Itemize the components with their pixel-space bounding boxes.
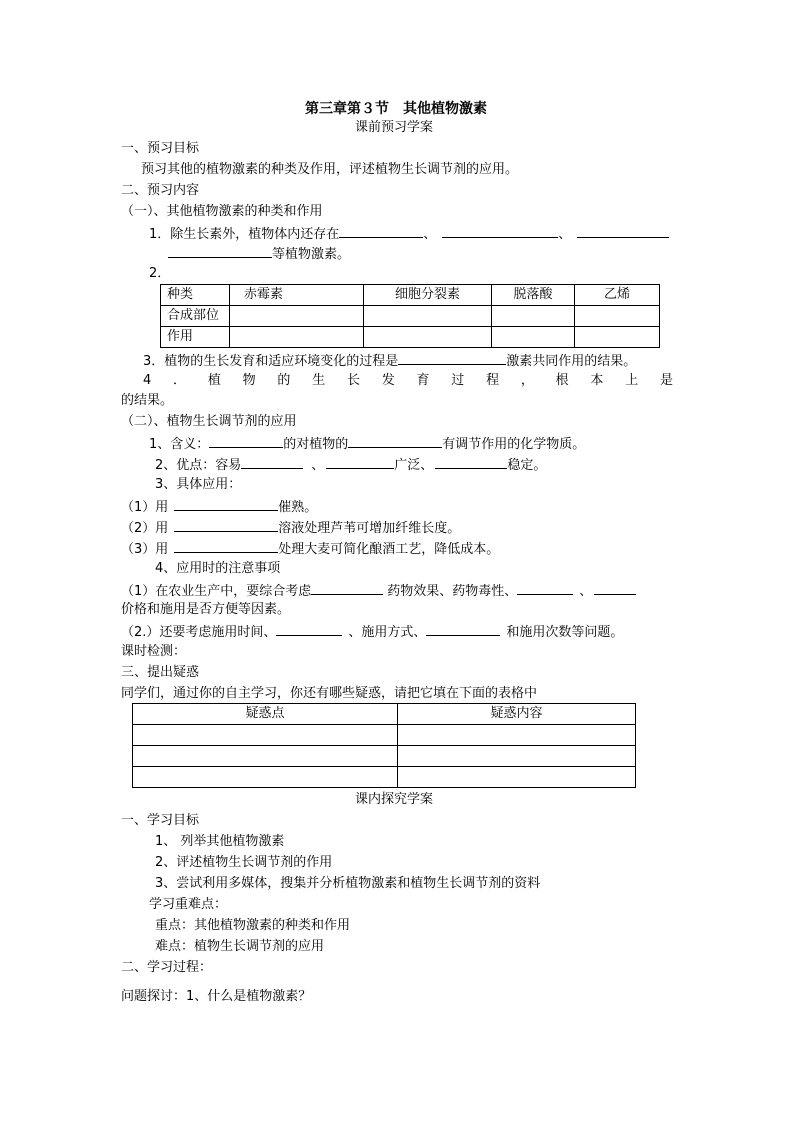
blank-field[interactable] (594, 581, 636, 595)
table-row (133, 725, 636, 746)
use-1-end: 催熟。 (278, 500, 318, 515)
section-heading-learning-goals: 一、学习目标 (121, 813, 200, 828)
doubts-table (132, 703, 636, 788)
table-header-cell: 疑惑内容 (398, 704, 636, 725)
q4-char: 过 (451, 373, 465, 388)
table-cell[interactable] (230, 306, 364, 327)
question-1-end: 等植物激素。 (272, 247, 351, 262)
table-row-label: 作用 (161, 327, 230, 348)
blank-field[interactable] (241, 455, 303, 469)
table-cell[interactable] (398, 725, 636, 746)
note-1-cont: 价格和施用是否方便等因素。 (121, 602, 291, 617)
question-1-text: 1．除生长素外，植物体内还存在 (149, 227, 340, 242)
question-1 (149, 224, 669, 242)
table-cell[interactable] (230, 327, 364, 348)
use-1-label: （1）用 (121, 500, 169, 515)
item-notes: 4、应用时的注意事项 (155, 561, 281, 576)
section-heading-process: 二、学习过程： (121, 960, 213, 975)
use-3 (121, 539, 499, 557)
table-cell[interactable] (364, 306, 492, 327)
q4-char: 生 (312, 373, 326, 388)
blank-field[interactable] (435, 455, 507, 469)
item-meaning (149, 434, 585, 452)
table-header-cell: 疑惑点 (133, 704, 398, 725)
question-3-end: 激素共同作用的结果。 (506, 354, 637, 369)
note-1-mid: 药物效果、药物毒性、 (387, 584, 518, 599)
table-header-cell: 赤霉素 (230, 285, 364, 306)
table-cell[interactable] (492, 327, 575, 348)
table-header-cell: 乙烯 (575, 285, 660, 306)
question-3 (143, 351, 636, 369)
table-row (161, 285, 660, 306)
use-2 (121, 518, 460, 536)
table-cell[interactable] (133, 725, 398, 746)
check-label: 课时检测： (121, 644, 187, 659)
note-1 (121, 581, 636, 599)
blank-field[interactable] (311, 581, 383, 595)
question-1-cont (168, 244, 350, 262)
item-applications: 3、具体应用： (155, 477, 242, 492)
goals-text: 预习其他的植物激素的种类及作用，评述植物生长调节剂的应用。 (141, 162, 519, 177)
item-meaning-end: 有调节作用的化学物质。 (442, 437, 586, 452)
key-point-1: 重点：其他植物激素的种类和作用 (155, 918, 351, 933)
table-cell[interactable] (398, 767, 636, 788)
q4-char: 植 (207, 373, 221, 388)
table-header-cell: 种类 (161, 285, 230, 306)
question-2: 2． (149, 266, 171, 281)
note-2-end: 和施用次数等问题。 (506, 625, 624, 640)
blank-field[interactable] (326, 455, 394, 469)
table-row (133, 746, 636, 767)
q4-char: ， (520, 373, 534, 388)
page-title: 第三章第３节 其他植物激素 (305, 101, 487, 117)
question-4-end: 的结果。 (121, 393, 174, 408)
question-3-text: 3．植物的生长发育和适应环境变化的过程是 (143, 354, 399, 369)
goal-1: 1、 列举其他植物激素 (155, 834, 285, 849)
subtitle-inclass: 课内探究学案 (355, 792, 434, 807)
table-cell[interactable] (492, 306, 575, 327)
table-row (161, 306, 660, 327)
use-3-label: （3）用 (121, 542, 169, 557)
section-heading-content: 二、预习内容 (121, 183, 200, 198)
table-cell[interactable] (398, 746, 636, 767)
table-header-cell: 脱落酸 (492, 285, 575, 306)
section-heading-doubts: 三、提出疑惑 (121, 665, 200, 680)
q4-char: 根 (555, 373, 569, 388)
doubts-text: 同学们，通过你的自主学习，你还有哪些疑惑，请把它填在下面的表格中 (121, 686, 538, 701)
separator: 、 (558, 227, 572, 242)
separator: 、 (579, 584, 593, 599)
separator: 、 (311, 458, 325, 473)
goal-2: 2、评述植物生长调节剂的作用 (155, 855, 333, 870)
q4-char: 上 (625, 373, 639, 388)
table-header-cell: 细胞分裂素 (364, 285, 492, 306)
q4-char: ． (173, 373, 187, 388)
table-cell[interactable] (133, 767, 398, 788)
process-question: 问题探讨：1、什么是植物激素？ (121, 989, 312, 1004)
blank-field[interactable] (442, 224, 558, 238)
item-advantages-label: 2、优点：容易 (155, 458, 242, 473)
note-1-text: （1）在农业生产中，要综合考虑 (121, 584, 312, 599)
blank-field[interactable] (339, 224, 423, 238)
q4-char: 4 (143, 373, 152, 388)
section-heading-goals: 一、预习目标 (121, 141, 200, 156)
blank-field[interactable] (348, 434, 442, 448)
table-cell[interactable] (575, 306, 660, 327)
table-row (161, 327, 660, 348)
table-row (133, 704, 636, 725)
table-cell[interactable] (575, 327, 660, 348)
key-point-2: 难点：植物生长调节剂的应用 (155, 939, 325, 954)
hormone-table (160, 284, 660, 348)
note-2-text: （2.）还要考虑施用时间、 (121, 625, 277, 640)
q4-char: 程 (486, 373, 500, 388)
item-advantages (155, 455, 546, 473)
blank-field[interactable] (209, 434, 283, 448)
table-row-label: 合成部位 (161, 306, 230, 327)
q4-char: 是 (659, 373, 673, 388)
use-2-label: （2）用 (121, 521, 169, 536)
q4-char: 的 (277, 373, 291, 388)
table-row (133, 767, 636, 788)
question-4 (143, 372, 673, 390)
q4-char: 育 (416, 373, 430, 388)
use-2-end: 溶液处理芦苇可增加纤维长度。 (278, 521, 461, 536)
blank-field[interactable] (174, 539, 278, 553)
item-meaning-mid: 的对植物的 (283, 437, 349, 452)
item-meaning-label: 1、含义： (149, 437, 210, 452)
blank-field[interactable] (174, 518, 278, 532)
blank-field[interactable] (168, 244, 272, 258)
item-advantages-mid: 广泛、 (394, 458, 434, 473)
note-2 (121, 622, 623, 640)
q4-char: 发 (381, 373, 395, 388)
blank-field[interactable] (398, 351, 506, 365)
separator: 、 (423, 227, 437, 242)
q4-char: 长 (346, 373, 360, 388)
table-cell[interactable] (133, 746, 398, 767)
table-cell[interactable] (364, 327, 492, 348)
subsection-heading-hormones: （一）、其他植物激素的种类和作用 (121, 204, 323, 219)
subtitle-preview: 课前预习学案 (355, 120, 434, 135)
note-2-mid: 、施用方式、 (348, 625, 427, 640)
blank-field[interactable] (517, 581, 573, 595)
goal-3: 3、尝试利用多媒体，搜集并分析植物激素和植物生长调节剂的资料 (155, 876, 541, 891)
blank-field[interactable] (577, 224, 669, 238)
key-points-label: 学习重难点： (149, 897, 228, 912)
q4-char: 物 (242, 373, 256, 388)
blank-field[interactable] (276, 622, 342, 636)
blank-field[interactable] (174, 497, 278, 511)
blank-field[interactable] (426, 622, 500, 636)
q4-char: 本 (590, 373, 604, 388)
subsection-heading-regulators: （二）、植物生长调节剂的应用 (121, 414, 297, 429)
item-advantages-end: 稳定。 (507, 458, 547, 473)
use-3-end: 处理大麦可简化酿酒工艺，降低成本。 (278, 542, 500, 557)
use-1 (121, 497, 317, 515)
